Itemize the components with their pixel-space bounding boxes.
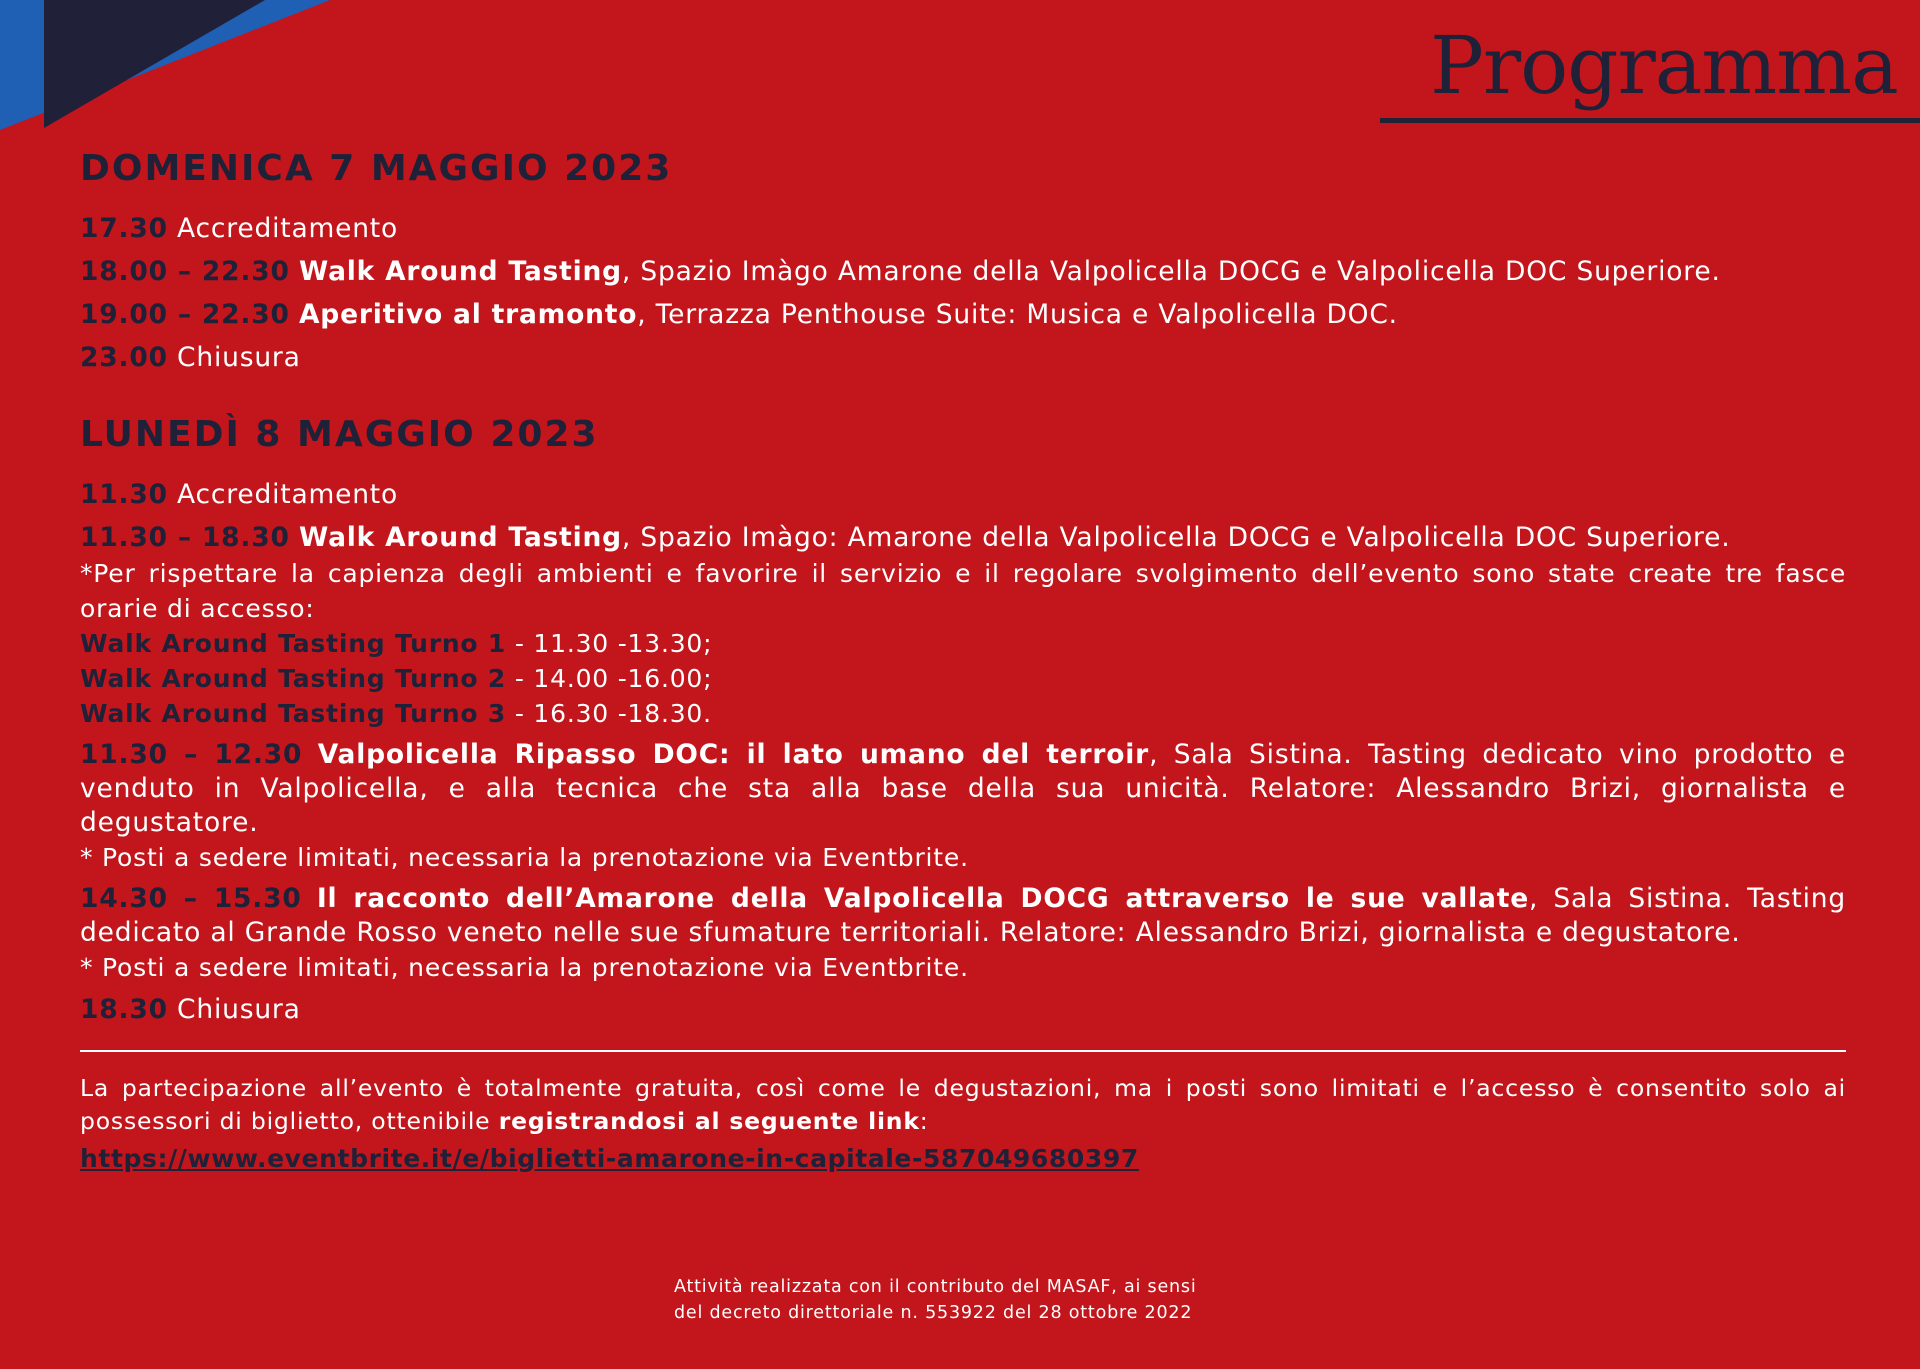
day1-entry-3: [80, 297, 1846, 333]
turno-label: Walk Around Tasting Turno 1: [80, 629, 507, 658]
turno-label: Walk Around Tasting Turno 2: [80, 664, 507, 693]
entry-description: , Spazio Imàgo: Amarone della Valpolicella DOCG e Valpolicella DOC Superiore.: [621, 522, 1731, 553]
turno-label: Walk Around Tasting Turno 3: [80, 699, 507, 728]
entry-description: , Sala Sistina. Tasting dedicato vino prodotto e venduto in Valpolicella, e alla tecnica che sta alla base della sua unicità. Relatore: Alessandro Brizi, giornalista e degustatore.: [80, 739, 1847, 838]
turno-hours: - 11.30 -13.30;: [506, 629, 713, 658]
day2-entry-2: [80, 520, 1846, 731]
entry-time: 18.30: [80, 994, 168, 1025]
day2-heading: LUNEDÌ 8 MAGGIO 2023: [80, 414, 599, 455]
corner-decoration: [0, 0, 340, 132]
day2-entry-4: [80, 882, 1846, 985]
entry-description: , Spazio Imàgo Amarone della Valpolicella DOCG e Valpolicella DOC Superiore.: [621, 256, 1721, 287]
entry-title: Valpolicella Ripasso DOC: il lato umano del terroir: [317, 739, 1150, 770]
credits-line-2: del decreto direttoriale n. 553922 del 28 ottobre 2022: [674, 1303, 1193, 1323]
entry-title: Il racconto dell’Amarone della Valpolicella DOCG attraverso le sue vallate: [316, 883, 1529, 914]
entry-title: Aperitivo al tramonto: [298, 299, 638, 330]
title-block: [1380, 18, 1920, 123]
entry-time: 14.30 – 15.30: [80, 883, 302, 914]
entry-time: 17.30: [80, 213, 168, 244]
turno-2: [80, 661, 1846, 696]
entry-description: , Sala Sistina. Tasting dedicato al Grande Rosso veneto nelle sue sfumature territoriali. Relatore: Alessandro Brizi, giornalista e degustatore.: [80, 883, 1846, 948]
day2-entry-1: [80, 477, 1846, 513]
entry-note: * Posti a sedere limitati, necessaria la prenotazione via Eventbrite.: [80, 953, 969, 982]
section-divider: [80, 1050, 1846, 1052]
footer-bold-text: registrandosi al seguente link: [498, 1107, 920, 1135]
entry-title: Walk Around Tasting: [298, 256, 622, 287]
turno-hours: - 16.30 -18.30.: [506, 699, 712, 728]
turno-1: [80, 626, 1846, 661]
entry-description: Chiusura: [167, 994, 301, 1025]
credits-line-1: Attività realizzata con il contributo del MASAF, ai sensi: [674, 1277, 1197, 1297]
entry-description: Accreditamento: [167, 479, 399, 510]
day1-heading: DOMENICA 7 MAGGIO 2023: [80, 148, 673, 189]
turno-hours: - 14.00 -16.00;: [506, 664, 713, 693]
day2-entry-3: [80, 738, 1846, 875]
day1-entry-2: [80, 254, 1846, 290]
entry-title: Walk Around Tasting: [298, 522, 622, 553]
entry-note: *Per rispettare la capienza degli ambienti e favorire il servizio e il regolare svolgimento dell’evento sono state create tre fasce orarie di accesso:: [80, 559, 1846, 623]
participation-info: [80, 1072, 1846, 1138]
footer-colon: :: [919, 1107, 929, 1135]
entry-description: , Terrazza Penthouse Suite: Musica e Valpolicella DOC.: [637, 299, 1398, 330]
eventbrite-link[interactable]: https://www.eventbrite.it/e/biglietti-amarone-in-capitale-587049680397: [80, 1144, 1139, 1173]
program-content: [80, 148, 1846, 1173]
entry-time: 11.30 – 12.30: [80, 739, 303, 770]
entry-description: Chiusura: [167, 342, 301, 373]
entry-time: 11.30: [80, 479, 168, 510]
turno-3: [80, 696, 1846, 731]
day1-entry-1: [80, 211, 1846, 247]
entry-time: 11.30 – 18.30: [80, 522, 290, 553]
day2-entry-5: [80, 992, 1846, 1028]
entry-description: Accreditamento: [167, 213, 399, 244]
entry-time: 23.00: [80, 342, 168, 373]
entry-time: 19.00 – 22.30: [80, 299, 290, 330]
title-underline: [1380, 118, 1920, 123]
footer-text: La partecipazione all’evento è totalmente gratuita, così come le degustazioni, ma i posti sono limitati e l’accesso è consentito solo ai possessori di biglietto, ottenibile: [80, 1074, 1846, 1135]
page-title: Programma: [1430, 19, 1898, 112]
day1-entry-4: [80, 340, 1846, 376]
entry-time: 18.00 – 22.30: [80, 256, 290, 287]
credits: [674, 1274, 1197, 1326]
entry-note: * Posti a sedere limitati, necessaria la prenotazione via Eventbrite.: [80, 843, 969, 872]
